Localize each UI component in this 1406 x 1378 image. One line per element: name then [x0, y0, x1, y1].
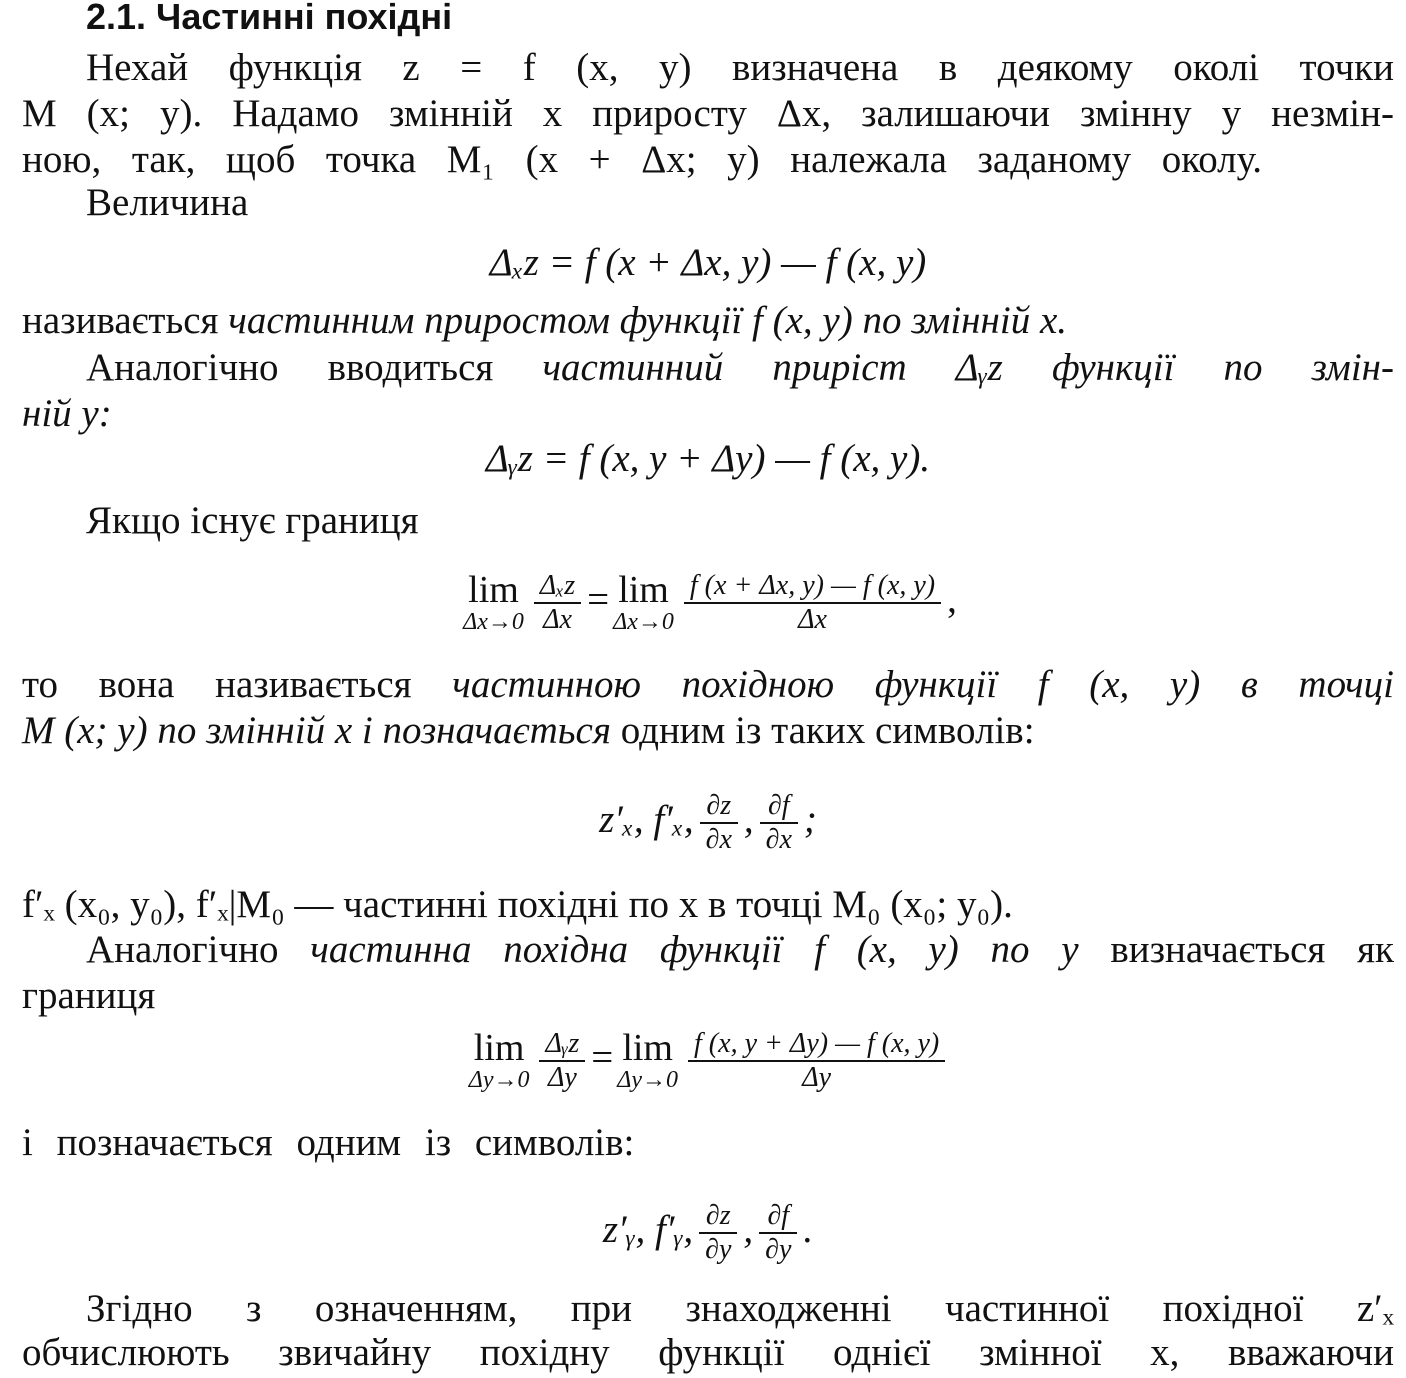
section-title: 2.1. Частинні похідні — [86, 0, 453, 37]
text-line-9 — [22, 662, 1394, 708]
fraction-y-2: $\frac{f (x, y + \Delta y) — f (x, y)}{\Delta y}$ — [688, 1028, 945, 1094]
text-line-10-italic: M (x; y) по змінній x і позначається — [22, 709, 611, 752]
text-line-5-italic: частинним приростом функції f (x, y) по змінній x. — [228, 299, 1067, 342]
comma-notation-y: , — [743, 1208, 754, 1251]
comma-notation-x: , — [743, 798, 754, 841]
formula-limit-x — [22, 560, 1394, 640]
text-line-7: ній y: — [22, 392, 112, 435]
fraction-y-1: $\frac{\text{Δᵧz}}{\Delta y}$ — [539, 1028, 585, 1094]
limit-operator-y-1: lim Δy→0 — [468, 1027, 530, 1094]
fraction-x-2: $\frac{f (x + \Delta x, y) — f (x, y)}{\Delta x}$ — [684, 570, 941, 636]
fraction-dz-dy: $\frac{\partial z}{\partial y}$ — [699, 1200, 737, 1266]
fraction-x-1: $\frac{\text{Δₓz}}{\Delta x}$ — [534, 570, 581, 636]
formula-notation-y — [22, 1190, 1394, 1270]
text-line-11: f′ₓ (x₀, y₀), f′ₓ|M₀ — частинні похідні по x в точці M₀ (x₀; y₀). — [22, 883, 1013, 926]
text-line-8: Якщо існує границя — [86, 499, 419, 542]
formula-partial-increment-x: Δₓz = f (x + Δx, y) — f (x, y) — [489, 241, 927, 284]
text-line-13: границя — [22, 974, 156, 1017]
text-line-12 — [22, 927, 1394, 973]
text-line-10 — [22, 708, 1394, 754]
text-line-16: обчислюють звичайну похідну функції однієї змінної x, вважаючи — [22, 1331, 1394, 1374]
notation-x-primes: z′ₓ, f′ₓ, — [599, 798, 694, 841]
text-line-5-plain: називається — [22, 299, 229, 342]
formula-limit-y — [22, 1018, 1394, 1098]
formula-notation-x — [22, 780, 1394, 860]
text-line-9-italic: частинною похідною функції f (x, y) в точці — [452, 663, 1395, 706]
limit-operator-y-2: lim Δy→0 — [617, 1027, 679, 1094]
fraction-df-dx: $\frac{\partial f}{\partial x}$ — [760, 790, 798, 856]
text-line-5 — [22, 298, 1394, 344]
semicolon-notation-x: ; — [803, 798, 817, 841]
limit-operator-x-2: lim Δx→0 — [613, 569, 674, 636]
text-line-3: ною, так, щоб точка M₁ (x + Δx; y) належала заданому околу. — [22, 138, 1262, 181]
equals-sign-x: = — [587, 578, 610, 621]
text-line-12-italic: частинна похідна функції f (x, y) по y — [310, 928, 1079, 971]
text-line-12-plain-a: Аналогічно — [86, 928, 311, 971]
limit-operator-x-1: lim Δx→0 — [463, 569, 524, 636]
text-line-2: M (x; y). Надамо змінній x приросту Δx, залишаючи змінну y незмін- — [22, 92, 1394, 135]
text-line-1: Нехай функція z = f (x, y) визначена в деякому околі точки — [86, 46, 1394, 89]
text-line-12-plain-b: визначається як — [1078, 928, 1394, 971]
text-line-10-plain: одним із таких символів: — [610, 709, 1035, 752]
period-notation-y: . — [803, 1208, 814, 1251]
fraction-dz-dx: $\frac{\partial z}{\partial x}$ — [700, 790, 738, 856]
notation-y-primes: z′ᵧ, f′ᵧ, — [602, 1208, 694, 1251]
fraction-df-dy: $\frac{\partial f}{\partial y}$ — [759, 1200, 797, 1266]
formula-partial-increment-y: Δᵧz = f (x, y + Δy) — f (x, y). — [485, 437, 931, 480]
equals-sign-y: = — [591, 1036, 614, 1079]
text-line-4: Величина — [86, 181, 249, 224]
text-line-15: Згідно з означенням, при знаходженні частинної похідної z′ₓ — [86, 1287, 1394, 1330]
text-line-6-plain: Аналогічно вводиться — [86, 346, 543, 389]
text-line-9-plain: то вона називається — [22, 663, 453, 706]
text-line-6-italic: частинний приріст Δᵧz функції по змін- — [542, 346, 1394, 389]
comma-x: , — [947, 578, 957, 621]
text-line-14: і позначається одним із символів: — [22, 1121, 635, 1164]
text-line-6 — [22, 345, 1394, 391]
